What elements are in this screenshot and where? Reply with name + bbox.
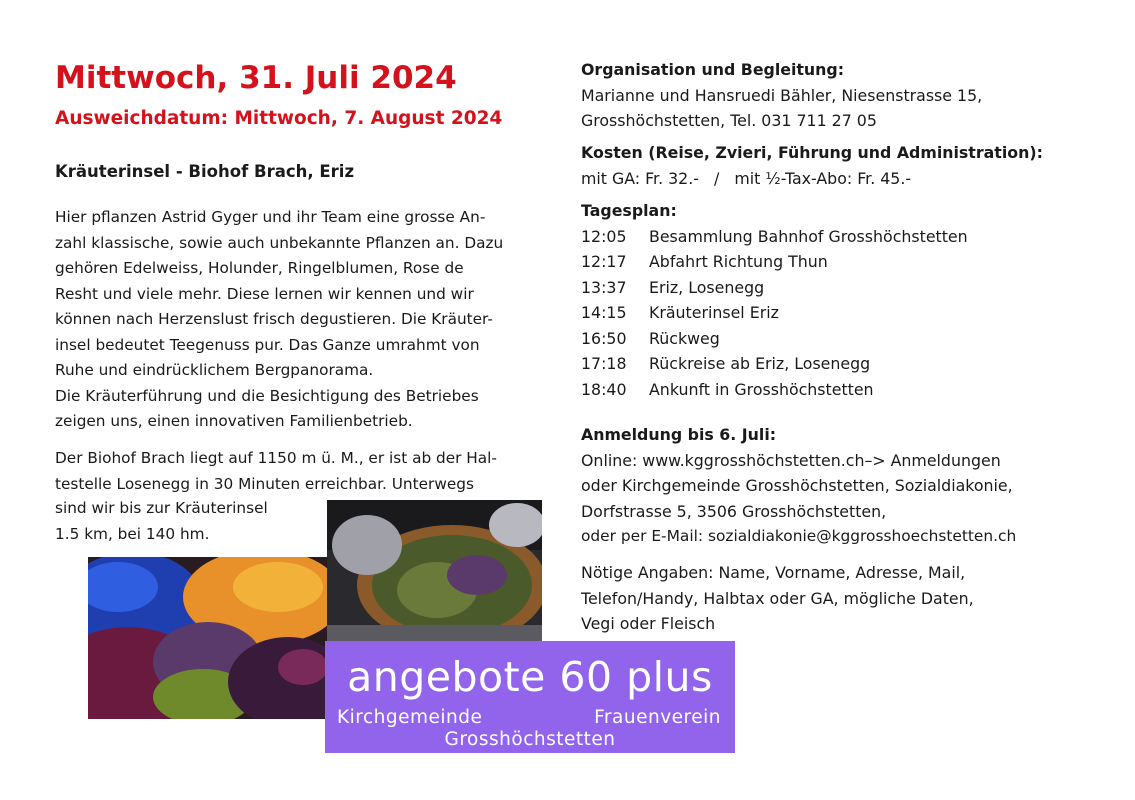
registration-section xyxy=(581,422,1016,550)
schedule-time: 18:40 xyxy=(581,379,627,399)
distance-paragraph xyxy=(55,496,320,547)
description-paragraph xyxy=(55,205,542,435)
registration-heading: Anmeldung bis 6. Juli: xyxy=(581,425,777,444)
location-paragraph xyxy=(55,446,542,497)
text-line: Resht und viele mehr. Diese lernen wir kennen und wir xyxy=(55,284,474,303)
costs-heading: Kosten (Reise, Zvieri, Führung und Administration): xyxy=(581,143,1043,162)
text-line: testelle Losenegg in 30 Minuten erreichbar. Unterwegs xyxy=(55,474,474,493)
text-line: zeigen uns, einen innovativen Familienbetrieb. xyxy=(55,412,413,430)
schedule-time: 13:37 xyxy=(581,277,627,297)
schedule-item xyxy=(581,224,968,250)
schedule-item xyxy=(581,377,968,403)
herbs-photo-right xyxy=(327,500,542,643)
schedule-item xyxy=(581,275,968,301)
schedule-text: Rückreise ab Eriz, Losenegg xyxy=(649,354,871,373)
schedule-text: Besammlung Bahnhof Grosshöchstetten xyxy=(649,226,968,246)
dried-herbs-image xyxy=(88,557,330,719)
event-title: Mittwoch, 31. Juli 2024 xyxy=(55,60,457,96)
required-info-line: Telefon/Handy, Halbtax oder GA, mögliche Daten, xyxy=(581,588,974,608)
text-line: Ruhe und eindrücklichem Bergpanorama. xyxy=(55,361,374,379)
schedule-text: Kräuterinsel Eriz xyxy=(649,303,779,322)
schedule-text: Eriz, Losenegg xyxy=(649,277,765,297)
schedule-item xyxy=(581,351,968,377)
banner-location: Grosshöchstetten xyxy=(444,729,616,750)
schedule-time: 16:50 xyxy=(581,328,627,348)
text-line: Die Kräuterführung und die Besichtigung des Betriebes xyxy=(55,386,479,405)
schedule-text: Rückweg xyxy=(649,328,720,348)
offer-banner xyxy=(325,641,735,753)
schedule-time: 17:18 xyxy=(581,354,627,373)
schedule-section xyxy=(581,198,968,402)
banner-organizer-right: Frauenverein xyxy=(594,707,721,728)
text-line: zahl klassische, sowie auch unbekannte Pflanzen an. Dazu xyxy=(55,233,504,252)
organisation-line: Marianne und Hansruedi Bähler, Niesenstrasse 15, xyxy=(581,85,983,105)
required-info-line: Vegi oder Fleisch xyxy=(581,614,716,633)
text-line: insel bedeutet Teegenuss pur. Das Ganze umrahmt von xyxy=(55,335,480,354)
required-info-line: Nötige Angaben: Name, Vorname, Adresse, Mail, xyxy=(581,563,966,582)
registration-line: Dorfstrasse 5, 3506 Grosshöchstetten, xyxy=(581,501,887,521)
banner-title: angebote 60 plus xyxy=(347,653,713,701)
organisation-section xyxy=(581,57,982,134)
organisation-heading: Organisation und Begleitung: xyxy=(581,60,845,79)
schedule-heading: Tagesplan: xyxy=(581,201,677,220)
text-line: Hier pflanzen Astrid Gyger und ihr Team eine grosse An- xyxy=(55,208,486,226)
banner-organizer-left: Kirchgemeinde xyxy=(337,707,483,728)
registration-line: oder per E-Mail: sozialdiakonie@kggrosshoechstetten.ch xyxy=(581,527,1017,545)
text-line: sind wir bis zur Kräuterinsel xyxy=(55,499,268,517)
schedule-item xyxy=(581,326,968,352)
registration-line: oder Kirchgemeinde Grosshöchstetten, Sozialdiakonie, xyxy=(581,476,1013,495)
text-line: 1.5 km, bei 140 hm. xyxy=(55,524,210,543)
required-info-section xyxy=(581,560,974,637)
schedule-time: 12:05 xyxy=(581,226,627,246)
text-line: Der Biohof Brach liegt auf 1150 m ü. M., er ist ab der Hal- xyxy=(55,449,497,467)
registration-line: Online: www.kggrosshöchstetten.ch–> Anmeldungen xyxy=(581,450,1001,470)
schedule-text: Abfahrt Richtung Thun xyxy=(649,252,828,271)
costs-section xyxy=(581,140,1043,191)
schedule-item xyxy=(581,300,968,326)
alternative-date: Ausweichdatum: Mittwoch, 7. August 2024 xyxy=(55,108,503,129)
organisation-line: Grosshöchstetten, Tel. 031 711 27 05 xyxy=(581,111,877,130)
text-line: können nach Herzenslust frisch degustieren. Die Kräuter- xyxy=(55,310,493,328)
schedule-time: 14:15 xyxy=(581,303,627,322)
schedule-item xyxy=(581,249,968,275)
costs-line: mit GA: Fr. 32.- / mit ½-Tax-Abo: Fr. 45.- xyxy=(581,168,912,188)
herbs-photo-left xyxy=(88,557,330,719)
schedule-time: 12:17 xyxy=(581,252,627,271)
herb-bowl-image xyxy=(327,500,542,643)
schedule-text: Ankunft in Grosshöchstetten xyxy=(649,379,874,399)
event-subtitle: Kräuterinsel - Biohof Brach, Eriz xyxy=(55,162,355,181)
text-line: gehören Edelweiss, Holunder, Ringelblumen, Rose de xyxy=(55,259,464,277)
